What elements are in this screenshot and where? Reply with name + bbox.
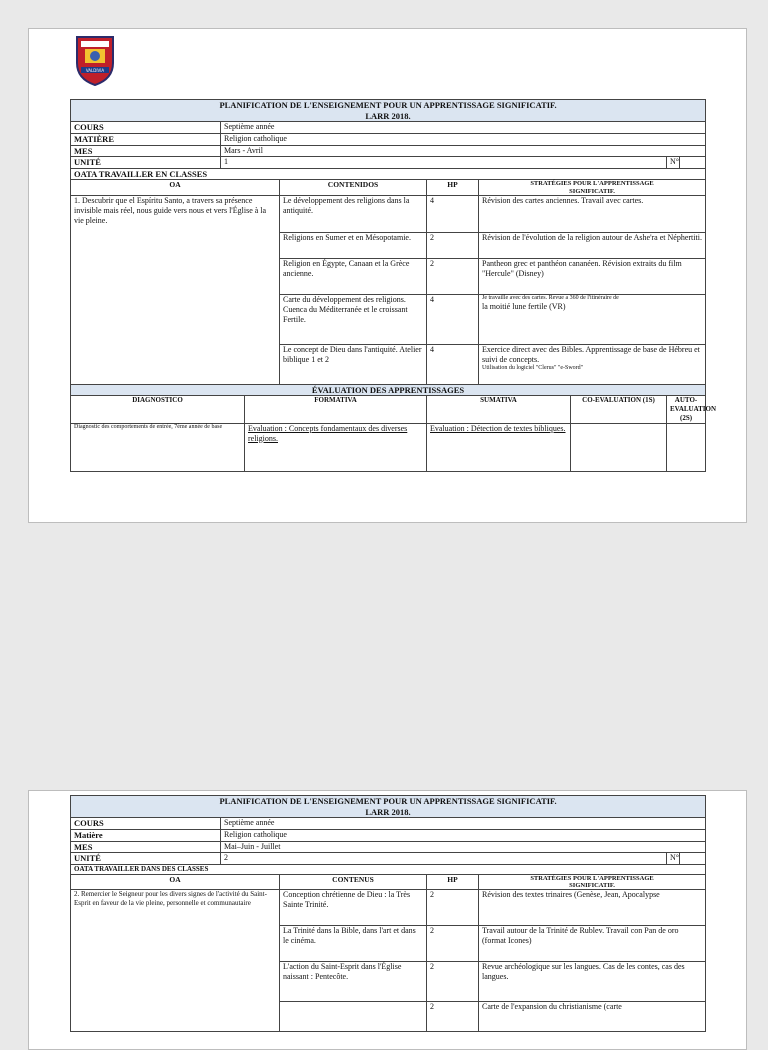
evaluation-title-row xyxy=(71,384,706,396)
mes-row xyxy=(71,145,706,157)
strategy-cell: Carte de l'expansion du christianisme (carte xyxy=(479,1001,706,1031)
eval-formative: Evaluation : Concepts fondamentaux des diverses religions. xyxy=(245,423,427,471)
mes-value: Mai–Juin - Juillet xyxy=(221,841,706,853)
mes-row xyxy=(71,841,706,853)
col-header-oa: OA xyxy=(71,180,280,195)
unite-label: UNITÉ xyxy=(71,853,221,865)
unite-row xyxy=(71,157,706,169)
document-subtitle: LARR 2018. xyxy=(365,806,411,817)
eval-col-sumativa: SUMATIVA xyxy=(427,396,571,423)
table-row xyxy=(71,195,706,232)
strategy-cell: Pantheon grec et panthéon cananéen. Révision extraits du film "Hercule" (Disney) xyxy=(479,258,706,294)
matiere-label: MATIÈRE xyxy=(71,133,221,145)
hp-cell: 2 xyxy=(427,258,479,294)
title-row xyxy=(71,100,706,122)
document-subtitle: LARR 2018. xyxy=(365,110,411,121)
unite-label: UNITÉ xyxy=(71,157,221,169)
eval-col-formativa: FORMATIVA xyxy=(245,396,427,423)
hp-cell: 4 xyxy=(427,344,479,384)
content-cell: Religion en Égypte, Canaan et la Grèce ancienne. xyxy=(280,258,427,294)
number-value xyxy=(680,157,706,169)
document-title: PLANIFICATION DE L'ENSEIGNEMENT POUR UN APPRENTISSAGE SIGNIFICATIF. xyxy=(219,100,557,110)
cours-label: COURS xyxy=(71,122,221,134)
col-header-contenus: CONTENUS xyxy=(280,874,427,889)
unite-value: 1 xyxy=(221,157,667,169)
col-header-hp: HP xyxy=(427,180,479,195)
oa-objective: 2. Remercier le Seigneur pour les divers signes de l'activité du Saint-Esprit en faveur de la vie pleine, personnelle et communautaire xyxy=(71,889,280,1031)
col-header-oa: OA xyxy=(71,874,280,889)
matiere-value: Religion catholique xyxy=(221,829,706,841)
number-label: N° xyxy=(667,157,680,169)
strategy-cell: Révision des cartes anciennes. Travail avec cartes. xyxy=(479,195,706,232)
document-page-1 xyxy=(28,28,747,523)
unite-value: 2 xyxy=(221,853,667,865)
evaluation-row xyxy=(71,423,706,471)
columns-header-row xyxy=(71,874,706,889)
planning-table-unit-1 xyxy=(70,99,717,472)
hp-cell: 2 xyxy=(427,232,479,258)
evaluation-header-row xyxy=(71,396,706,423)
cours-value: Septième année xyxy=(221,122,706,134)
hp-cell: 2 xyxy=(427,961,479,1001)
col-header-strategies: STRATÉGIES POUR L'APPRENTISSAGE SIGNIFICATIF. xyxy=(479,180,706,195)
content-cell: Carte du développement des religions. Cuenca du Méditerranée et le croissant Fertile. xyxy=(280,294,427,344)
matiere-row xyxy=(71,829,706,841)
eval-col-diagnostico: DIAGNOSTICO xyxy=(71,396,245,423)
content-cell: L'action du Saint-Esprit dans l'Église naissant : Pentecôte. xyxy=(280,961,427,1001)
cours-row xyxy=(71,122,706,134)
matiere-row xyxy=(71,133,706,145)
strategy-cell: Revue archéologique sur les langues. Cas de les contes, cas des langues. xyxy=(479,961,706,1001)
hp-cell: 2 xyxy=(427,925,479,961)
columns-header-row xyxy=(71,180,706,195)
col-header-strategies: STRATÉGIES POUR L'APPRENTISSAGE SIGNIFICATIF. xyxy=(479,874,706,889)
document-title: PLANIFICATION DE L'ENSEIGNEMENT POUR UN APPRENTISSAGE SIGNIFICATIF. xyxy=(219,796,557,806)
content-cell: Conception chrétienne de Dieu : la Très Sainte Trinité. xyxy=(280,889,427,925)
strategy-cell: Révision des textes trinaires (Genèse, Jean, Apocalypse xyxy=(479,889,706,925)
oata-label: OATA TRAVAILLER EN CLASSES xyxy=(71,168,706,180)
eval-summative: Evaluation : Détection de textes bibliques. xyxy=(427,423,571,471)
content-cell: Le concept de Dieu dans l'antiquité. Atelier biblique 1 et 2 xyxy=(280,344,427,384)
eval-col-autoevaluation: AUTO-EVALUATION (2S) xyxy=(667,396,706,423)
number-value xyxy=(680,853,706,865)
eval-col-coevaluation: CO-EVALUATION (1S) xyxy=(571,396,667,423)
oa-objective: 1. Descubrir que el Espíritu Santo, a travers sa présence invisible mais réel, nous guide vers nous et vers l'Église à la vie pleine. xyxy=(71,195,280,384)
table-row xyxy=(71,889,706,925)
strategy-cell: Révision de l'évolution de la religion autour de Ashe'ra et Néphertiti. xyxy=(479,232,706,258)
mes-value: Mars - Avril xyxy=(221,145,706,157)
eval-autoevaluation xyxy=(667,423,706,471)
cours-row xyxy=(71,818,706,830)
document-page-2 xyxy=(28,790,747,1050)
content-cell: Religions en Sumer et en Mésopotamie. xyxy=(280,232,427,258)
strategy-cell: Je travaille avec des cartes. Revue a 360 de l'itinéraire de la moitié lune fertile (VR) xyxy=(479,294,706,344)
svg-text:VALDIVIA: VALDIVIA xyxy=(85,68,105,73)
planning-table-unit-2 xyxy=(70,795,706,1032)
unite-row xyxy=(71,853,706,865)
number-label: N° xyxy=(667,853,680,865)
cours-value: Septième année xyxy=(221,818,706,830)
content-cell: La Trinité dans la Bible, dans l'art et dans le cinéma. xyxy=(280,925,427,961)
col-header-hp: HP xyxy=(427,874,479,889)
mes-label: MES xyxy=(71,841,221,853)
school-crest-icon xyxy=(73,33,117,87)
evaluation-title: ÉVALUATION DES APPRENTISSAGES xyxy=(71,384,706,396)
col-header-contenidos: CONTENIDOS xyxy=(280,180,427,195)
oata-row xyxy=(71,864,706,874)
matiere-label: Matière xyxy=(71,829,221,841)
matiere-value: Religion catholique xyxy=(221,133,706,145)
content-cell: Le développement des religions dans la antiquité. xyxy=(280,195,427,232)
strategy-cell: Exercice direct avec des Bibles. Apprentissage de base de Hébreu et suivi de concepts. Utilisation du logiciel "Clerus" "e-Sword" xyxy=(479,344,706,384)
hp-cell: 2 xyxy=(427,1001,479,1031)
hp-cell: 4 xyxy=(427,195,479,232)
oata-label: OATA TRAVAILLER DANS DES CLASSES xyxy=(71,864,706,874)
cours-label: COURS xyxy=(71,818,221,830)
oata-row xyxy=(71,168,706,180)
eval-coevaluation xyxy=(571,423,667,471)
strategy-cell: Travail autour de la Trinité de Rublev. Travail con Pan de oro (format Icones) xyxy=(479,925,706,961)
hp-cell: 2 xyxy=(427,889,479,925)
mes-label: MES xyxy=(71,145,221,157)
content-cell xyxy=(280,1001,427,1031)
eval-diagnostic: Diagnostic des comportements de entrée, 7ème année de base xyxy=(71,423,245,471)
title-row xyxy=(71,796,706,818)
hp-cell: 4 xyxy=(427,294,479,344)
